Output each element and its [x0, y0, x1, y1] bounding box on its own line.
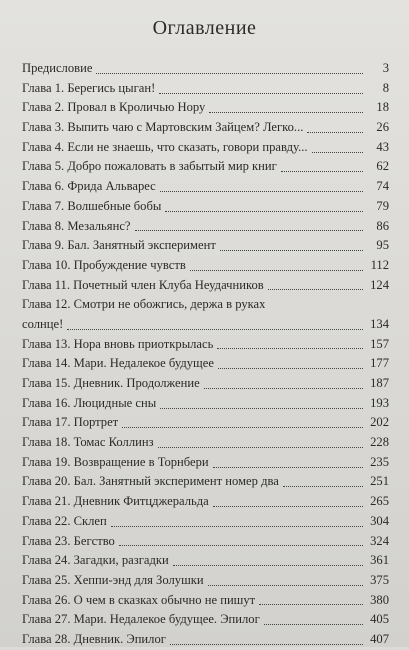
- toc-entry-page: 79: [376, 198, 389, 213]
- toc-entry-title: Глава 19. Возвращение в Торнбери: [22, 454, 209, 469]
- toc-entry-page: 187: [370, 376, 389, 390]
- table-of-contents: [22, 59, 389, 650]
- toc-entry-page: 361: [370, 553, 389, 568]
- toc-entry: [22, 256, 389, 276]
- toc-entry: [22, 492, 389, 512]
- toc-entry: [22, 79, 389, 99]
- toc-entry-title: Глава 26. О чем в сказках обычно не пишут: [22, 592, 256, 607]
- toc-entry: [22, 610, 389, 630]
- toc-entry: [22, 276, 389, 296]
- dot-leader: [312, 151, 363, 153]
- toc-entry-title: Глава 18. Томас Коллинз: [22, 435, 154, 450]
- toc-entry: [22, 591, 389, 611]
- dot-leader: [170, 643, 363, 645]
- toc-entry-page: 74: [376, 179, 389, 194]
- page-title: Оглавление: [152, 17, 257, 39]
- toc-entry: [22, 217, 389, 237]
- toc-entry-page: 375: [370, 572, 389, 587]
- dot-leader: [165, 210, 363, 212]
- toc-entry-title: Глава 25. Хеппи-энд для Золушки: [22, 572, 204, 587]
- toc-entry: [22, 59, 389, 79]
- toc-entry-title: Глава 7. Волшебные бобы: [22, 198, 162, 213]
- toc-entry-page: 124: [370, 277, 389, 292]
- dot-leader: [96, 72, 363, 74]
- toc-entry-page: 407: [370, 631, 389, 646]
- toc-entry-title: Глава 21. Дневник Фитцджеральда: [22, 494, 209, 509]
- dot-leader: [159, 92, 363, 94]
- toc-entry-page: 304: [370, 513, 389, 528]
- toc-entry-page: 95: [376, 238, 389, 253]
- toc-entry-title: Глава 12. Смотри не обожгись, держа в руках: [22, 297, 266, 312]
- toc-entry-page: 112: [370, 257, 389, 272]
- toc-entry-page: 134: [370, 316, 389, 331]
- toc-entry-title: Предисловие: [22, 61, 93, 75]
- dot-leader: [160, 190, 363, 192]
- toc-entry-title: Глава 15. Дневник. Продолжение: [22, 376, 200, 390]
- toc-entry: [22, 413, 389, 433]
- dot-leader: [122, 426, 363, 428]
- toc-entry-page: 43: [376, 139, 389, 154]
- toc-entry-continuation: [22, 315, 389, 335]
- toc-entry-title: Глава 20. Бал. Занятный эксперимент номер два: [22, 474, 279, 489]
- toc-entry: [22, 472, 389, 492]
- toc-entry-page: 26: [376, 120, 389, 135]
- toc-entry-page: 177: [370, 356, 389, 371]
- toc-entry-title: Глава 22. Склеп: [22, 513, 107, 528]
- dot-leader: [160, 407, 363, 409]
- toc-entry-title: Глава 13. Нора вновь приоткрылась: [22, 336, 214, 351]
- toc-entry-title: Глава 8. Мезальянс?: [22, 218, 131, 233]
- dot-leader: [119, 544, 363, 546]
- dot-leader: [220, 249, 363, 251]
- dot-leader: [213, 466, 363, 468]
- toc-entry: [22, 374, 389, 394]
- dot-leader: [264, 623, 363, 625]
- dot-leader: [111, 525, 363, 527]
- toc-entry-page: 228: [370, 435, 389, 450]
- toc-entry: [22, 157, 389, 177]
- dot-leader: [190, 269, 363, 271]
- toc-entry: [22, 512, 389, 532]
- dot-leader: [259, 603, 363, 605]
- dot-leader: [204, 387, 363, 389]
- toc-entry-page: 265: [370, 494, 389, 509]
- toc-entry-title: Глава 5. Добро пожаловать в забытый мир книг: [22, 159, 277, 174]
- toc-entry-page: 324: [370, 533, 389, 548]
- toc-entry: [22, 453, 389, 473]
- toc-entry: [22, 354, 389, 374]
- dot-leader: [135, 229, 363, 231]
- toc-entry: [22, 197, 389, 217]
- toc-entry-title: Глава 3. Выпить чаю с Мартовским Зайцем? Легко...: [22, 120, 304, 135]
- toc-entry-title: Глава 6. Фрида Альварес: [22, 179, 156, 194]
- dot-leader: [208, 584, 363, 586]
- toc-entry-page: 202: [370, 415, 389, 430]
- toc-entry: [22, 532, 389, 552]
- toc-entry-title: Глава 24. Загадки, разгадки: [22, 553, 169, 568]
- toc-entry-page: 380: [370, 592, 389, 607]
- toc-entry: [22, 335, 389, 355]
- toc-entry-title: солнце!: [22, 316, 64, 331]
- toc-entry: [22, 295, 389, 315]
- toc-entry-page: 86: [376, 218, 389, 233]
- toc-entry-page: 193: [370, 395, 389, 410]
- toc-entry: [22, 571, 389, 591]
- toc-entry-title: Глава 16. Люцидные сны: [22, 395, 157, 410]
- toc-entry-title: Глава 4. Если не знаешь, что сказать, говори правду...: [22, 139, 308, 154]
- toc-entry-title: Глава 2. Провал в Кроличью Нору: [22, 100, 206, 115]
- toc-entry: [22, 118, 389, 138]
- dot-leader: [67, 328, 363, 330]
- toc-entry: [22, 177, 389, 197]
- dot-leader: [283, 485, 363, 487]
- toc-entry-title: Глава 14. Мари. Недалекое будущее: [22, 356, 214, 371]
- toc-entry: [22, 394, 389, 414]
- dot-leader: [281, 170, 363, 172]
- toc-entry-title: Глава 23. Бегство: [22, 533, 115, 548]
- toc-entry-page: 62: [376, 159, 389, 174]
- toc-entry: [22, 138, 389, 158]
- toc-entry-title: Глава 17. Портрет: [22, 415, 119, 430]
- toc-entry-page: 405: [370, 612, 389, 627]
- dot-leader: [209, 111, 363, 113]
- toc-entry-title: Глава 28. Дневник. Эпилог: [22, 631, 166, 646]
- dot-leader: [307, 131, 363, 133]
- dot-leader: [213, 505, 363, 507]
- toc-entry: [22, 551, 389, 571]
- dot-leader: [173, 564, 363, 566]
- toc-entry-title: Глава 10. Пробуждение чувств: [22, 257, 186, 272]
- toc-entry-title: Глава 9. Бал. Занятный эксперимент: [22, 238, 216, 253]
- toc-entry: [22, 236, 389, 256]
- toc-entry-page: 18: [376, 100, 389, 115]
- dot-leader: [158, 446, 363, 448]
- toc-entry-page: 251: [370, 474, 389, 489]
- toc-entry-page: 8: [382, 80, 389, 95]
- toc-entry-title: Глава 11. Почетный член Клуба Неудачников: [22, 277, 264, 292]
- dot-leader: [217, 347, 363, 349]
- toc-entry-page: 235: [370, 454, 389, 469]
- dot-leader: [268, 288, 363, 290]
- toc-entry: [22, 433, 389, 453]
- toc-entry-page: 3: [382, 61, 389, 75]
- toc-entry: [22, 98, 389, 118]
- toc-entry-title: Глава 27. Мари. Недалекое будущее. Эпилог: [22, 612, 260, 627]
- toc-entry-title: Глава 1. Берегись цыган!: [22, 80, 156, 95]
- toc-entry-page: 157: [370, 336, 389, 351]
- dot-leader: [218, 367, 363, 369]
